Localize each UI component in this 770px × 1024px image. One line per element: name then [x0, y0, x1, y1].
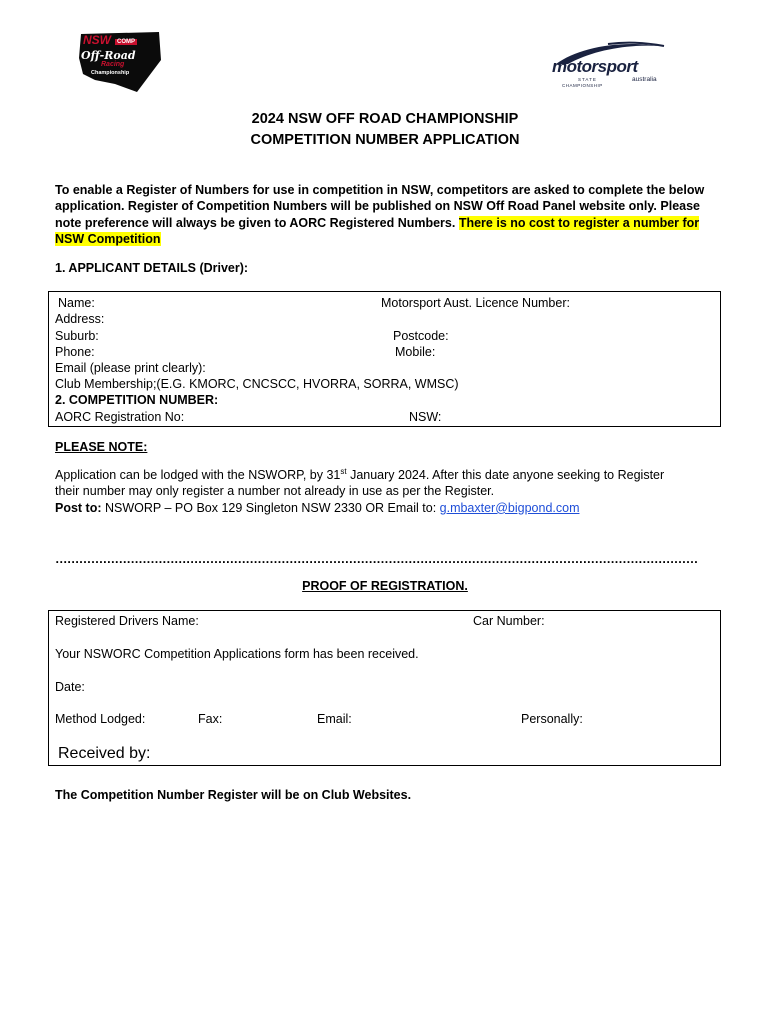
please-note-heading: PLEASE NOTE: — [55, 440, 148, 454]
email-field-label[interactable]: Email (please print clearly): — [55, 361, 206, 375]
dotted-separator: ……………………………………………………………………………………………………………………………………………… — [55, 552, 698, 566]
logo-motorsport-text: motorsport — [552, 57, 638, 76]
suburb-field-label[interactable]: Suburb: — [55, 329, 99, 343]
note-line-3 — [55, 500, 735, 516]
date-label[interactable]: Date: — [55, 680, 85, 694]
received-confirmation-text: Your NSWORC Competition Applications form has been received. — [55, 647, 419, 661]
post-address-text: NSWORP – PO Box 129 Singleton NSW 2330 OR Email to: — [101, 500, 440, 515]
intro-line-1: To enable a Register of Numbers for use in competition in NSW, competitors are asked to complete the below — [55, 183, 705, 197]
logo-australia-text: australia — [632, 76, 657, 83]
intro-line-3 — [55, 215, 725, 231]
nsw-number-field-label[interactable]: NSW: — [409, 410, 442, 424]
address-field-label[interactable]: Address: — [55, 312, 105, 326]
title-line-1: 2024 NSW OFF ROAD CHAMPIONSHIP — [251, 111, 519, 127]
note-line-1-b: January 2024. After this date anyone seeking to Register — [346, 468, 665, 482]
logo-racing-text: Racing — [101, 61, 125, 68]
logo-state-text: STATE — [578, 77, 597, 82]
note-line-1 — [55, 467, 735, 483]
mobile-field-label[interactable]: Mobile: — [395, 345, 436, 359]
intro-line-4 — [55, 231, 725, 247]
email-link[interactable]: g.mbaxter@bigpond.com — [439, 500, 580, 515]
section-2-heading: 2. COMPETITION NUMBER: — [55, 393, 219, 407]
motorsport-australia-logo — [548, 40, 670, 96]
intro-no-cost-highlight: There is no cost to register a number for — [458, 215, 700, 230]
method-lodged-label: Method Lodged: — [55, 712, 146, 726]
logo-championship-sub-text: CHAMPIONSHIP — [562, 83, 603, 88]
email-option-label[interactable]: Email: — [317, 712, 352, 726]
logo-off-road-text: Off-Road — [81, 49, 136, 62]
logo-nsw-text: NSW — [83, 33, 111, 47]
personally-option-label[interactable]: Personally: — [521, 712, 583, 726]
licence-number-field-label[interactable]: Motorsport Aust. Licence Number: — [381, 296, 570, 310]
postcode-field-label[interactable]: Postcode: — [393, 329, 449, 343]
fax-option-label[interactable]: Fax: — [198, 712, 223, 726]
proof-of-registration-box — [48, 610, 721, 766]
note-line-2: their number may only register a number not already in use as per the Register. — [55, 484, 495, 499]
car-number-label[interactable]: Car Number: — [473, 614, 545, 628]
phone-field-label[interactable]: Phone: — [55, 345, 95, 359]
intro-paragraph — [55, 182, 725, 248]
logo-championship-text: Championship — [91, 70, 130, 76]
nsw-off-road-logo — [75, 30, 163, 94]
note-line-1-a: Application can be lodged with the NSWORP, by 31 — [55, 468, 341, 482]
proof-of-registration-heading: PROOF OF REGISTRATION. — [302, 579, 468, 593]
footer-note: The Competition Number Register will be on Club Websites. — [55, 788, 412, 802]
note-line-1-sup: st — [340, 466, 347, 476]
club-membership-field-label[interactable]: Club Membership;(E.G. KMORC, CNCSCC, HVORRA, SORRA, WMSC) — [55, 377, 459, 391]
intro-line-2: application. Register of Competition Numbers will be published on NSW Off Road Panel website only. Please — [55, 199, 700, 214]
registered-drivers-name-label[interactable]: Registered Drivers Name: — [55, 614, 199, 628]
name-field-label[interactable]: Name: — [58, 296, 95, 310]
received-by-label[interactable]: Received by: — [58, 745, 151, 762]
note-paragraph — [55, 467, 735, 516]
title-line-2: COMPETITION NUMBER APPLICATION — [250, 132, 520, 148]
aorc-registration-field-label[interactable]: AORC Registration No: — [55, 410, 185, 424]
post-to-label: Post to: — [55, 500, 102, 515]
intro-nsw-competition-highlight: NSW Competition — [55, 232, 161, 247]
intro-line-3-plain: note preference will always be given to AORC Registered Numbers. — [55, 215, 459, 230]
section-1-heading: 1. APPLICANT DETAILS (Driver): — [55, 261, 249, 275]
logo-comp-text: COMP — [117, 39, 135, 45]
